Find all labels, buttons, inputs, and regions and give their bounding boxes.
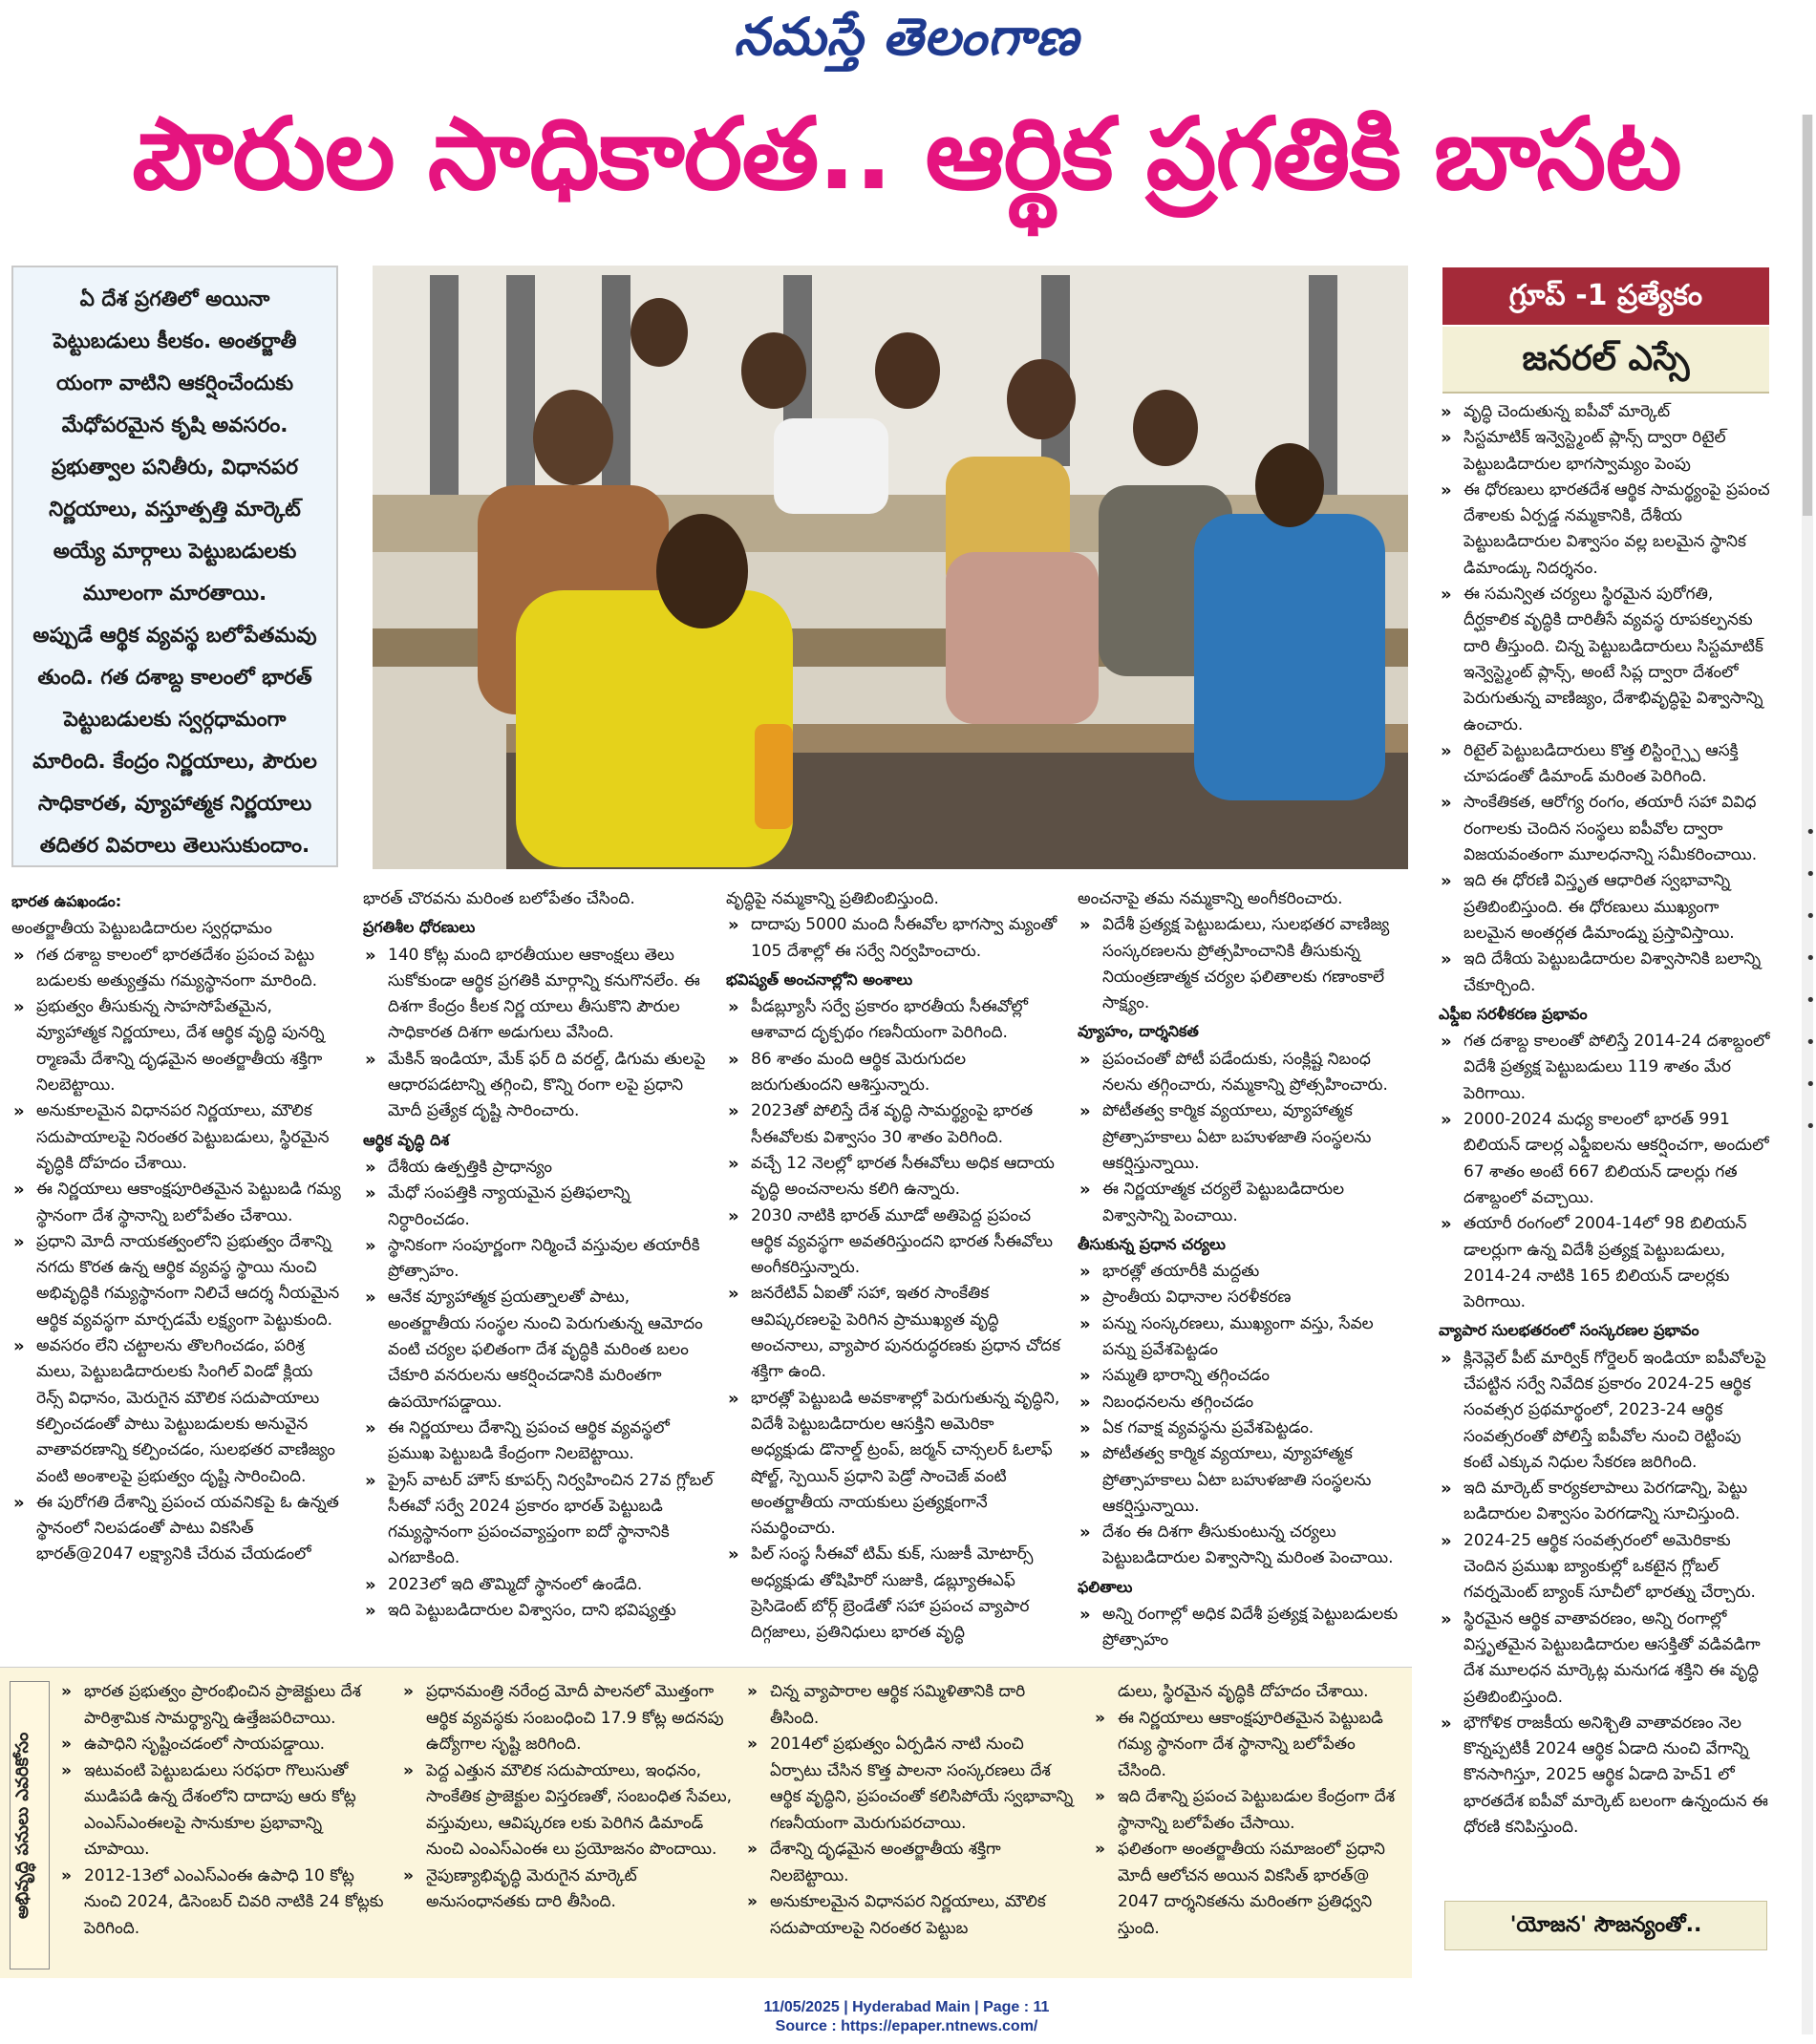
bullet-point: » 2023లో ఇది తొమ్మిదో స్థానంలో ఉండేది. (363, 1572, 716, 1598)
bullet-point: » ఈ నిర్ణయాలు ఆకాంక్షపూరితమైన పెట్టుబడి గమ్య స్థానంగా దేశ స్థానాన్ని బలోపేతం చేశాయి. (11, 1177, 342, 1229)
bullet-point: » దేశం ఈ దిశగా తీసుకుంటున్న చర్యలు పెట్టుబడిదారుల విశ్వాసాన్ని మరింత పెంచాయి. (1078, 1520, 1412, 1572)
bullet-point: » నిబంధనలను తగ్గించడం (1078, 1390, 1412, 1416)
bullet-point: » ఈ నిర్ణయాలు దేశాన్ని ప్రపంచ ఆర్థిక వ్యవస్థలో ప్రముఖ పెట్టుబడి కేంద్రంగా నిలబెట్టాయి. (363, 1416, 716, 1468)
bullet-point: » వృద్ధి చెందుతున్న ఐపీవో మార్కెట్ (1439, 399, 1773, 425)
intro-line: నిర్ణయాలు, వస్తూత్పత్తి మార్కెట్ (49, 498, 301, 522)
section-heading: ఎఫ్డీఐ సరళీకరణ ప్రభావం (1439, 1004, 1588, 1023)
bullet-point: » దేశీయ ఉత్పత్తికి ప్రాధాన్యం (363, 1155, 716, 1181)
bottom-bullet-point: » ఈ నిర్ణయాలు ఆకాంక్షపూరితమైన పెట్టుబడి గమ్య స్థానంగా దేశ స్థానాన్ని బలోపేతం చేసింది. (1093, 1706, 1408, 1785)
bullet-point: » ప్రైస్ వాటర్ హౌస్ కూపర్స్ నిర్వహించిన 27వ గ్లోబల్ సీఈవో సర్వే 2024 ప్రకారం భారత్ పెట్టుబడి గమ్యస్థానంగా ప్రపంచవ్యాప్తంగా ఐదో స్థానానికి ఎగబాకింది. (363, 1468, 716, 1572)
bullet-point: » ప్రధాని మోదీ నాయకత్వంలోని ప్రభుత్వం దేశాన్ని నగదు కొరత ఉన్న ఆర్థిక వ్యవస్థ స్థాయి నుంచి అభివృద్ధికి గమ్యస్థానంగా నిలిచే ఆదర్శ నీయమైన ఆర్థిక వ్యవస్థగా మార్చడమే లక్ష్యంగా పెట్టుకుంది. (11, 1229, 342, 1333)
bullet-point: » గత దశాబ్ద కాలంలో భారతదేశం ప్రపంచ పెట్టు బడులకు అత్యుత్తమ గమ్యస్థానంగా మారింది. (11, 943, 342, 995)
bullet-point: » సిస్టమాటిక్ ఇన్వెస్ట్మెంట్ ప్లాన్స్ ద్వారా రిటైల్ పెట్టుబడిదారుల భాగస్వామ్యం పెంపు (1439, 425, 1773, 478)
bullet-point: » ఇది ఈ ధోరణి విస్తృత ఆధారిత స్వభావాన్ని ప్రతిబింబిస్తుంది. ఈ ధోరణులు ముఖ్యంగా బలమైన అంతర్గత డిమాండ్ను ప్రస్తావిస్తాయి. (1439, 868, 1773, 947)
footer-source: Source : https://epaper.ntnews.com/ (775, 2018, 1038, 2034)
group1-special-badge: గ్రూప్ -1 ప్రత్యేకం (1442, 267, 1769, 325)
bullet-point: » అన్ని రంగాల్లో అధిక విదేశీ ప్రత్యక్ష పెట్టుబడులకు ప్రోత్సాహం (1078, 1602, 1412, 1654)
section-heading: భవిష్యత్ అంచనాల్లోని అంశాలు (726, 969, 913, 989)
bottom-bullet-point: » ఇటువంటి పెట్టుబడులు సరఫరా గొలుసుతో ముడిపడి ఉన్న దేశంలోని దాదాపు ఆరు కోట్ల ఎంఎస్ఎంఈలపై సానుకూల ప్రభావాన్ని చూపాయి. (59, 1758, 384, 1863)
intro-line: పెట్టుబడులకు స్వర్గధామంగా (63, 708, 287, 732)
bullet-point: » గత దశాబ్ద కాలంతో పోలిస్తే 2014-24 దశాబ్దంలో విదేశీ ప్రత్యక్ష పెట్టుబడులు 119 శాతం మేర పెరిగాయి. (1439, 1029, 1773, 1107)
bullet-point: » క్లినెవ్లెల్ పీట్ మార్విక్ గోర్డెలర్ ఇండియా ఐపీవోలపై చేపట్టిన సర్వే నివేదిక ప్రకారం 2024-25 ఆర్థిక సంవత్సర ప్రథమార్థంలో, 2023-24 ఆర్థిక సంవత్సరంతో పోలిస్తే ఐపీవోల నుంచి రెట్టింపు కంటే ఎక్కువ నిధుల సేకరణ జరిగింది. (1439, 1346, 1773, 1476)
bottom-column-1 (59, 1679, 384, 1942)
bullet-point: » 2024-25 ఆర్థిక సంవత్సరంలో అమెరికాకు చెందిన ప్రముఖ బ్యాంకుల్లో ఒకటైన గ్లోబల్ గవర్నమెంట్ బ్యాంక్ సూచీలో భారత్ను చేర్చారు. (1439, 1528, 1773, 1607)
section-heading: ప్రగతిశీల ధోరణులు (363, 918, 476, 937)
column-4 (1078, 886, 1412, 1654)
bullet-point: » ప్రపంచంతో పోటీ పడేందుకు, సంక్లిష్ట నిబంధ నలను తగ్గించారు, నమ్మకాన్ని ప్రోత్సహించారు. (1078, 1047, 1412, 1099)
paragraph: భారత్ చొరవను మరింత బలోపేతం చేసింది. (363, 889, 635, 908)
bullet-point: » ఇది పెట్టుబడిదారుల విశ్వాసం, దాని భవిష్యత్తు (363, 1598, 716, 1624)
section-heading: భారత ఉపఖండం: (11, 892, 122, 910)
bottom-bullet-point: » ఇది దేశాన్ని ప్రపంచ పెట్టుబడుల కేంద్రంగా దేశ స్థానాన్ని బలోపేతం చేసాయి. (1093, 1784, 1408, 1837)
bullet-point: » పీడబ్ల్యూసీ సర్వే ప్రకారం భారతీయ సీఈవోల్లో ఆశావాద దృక్పథం గణనీయంగా పెరిగింది. (726, 994, 1060, 1047)
bottom-bullet-point: » 2014లో ప్రభుత్వం ఏర్పడిన నాటి నుంచి ఏర్పాటు చేసిన కొత్త పాలనా సంస్కరణలు దేశ ఆర్థిక వృద్ధిని, ప్రపంచంతో కలిసిపోయే స్వభావాన్ని గణనీయంగా మెరుగుపరచాయి. (745, 1732, 1075, 1837)
intro-box (11, 266, 338, 867)
section-heading: వ్యాపార సులభతరంలో సంస్కరణల ప్రభావం (1439, 1321, 1699, 1340)
masthead-logo: నమస్తే తెలంగాణ (734, 6, 1079, 67)
bullet-point: » 2030 నాటికి భారత్ మూడో అతిపెద్ద ప్రపంచ ఆర్థిక వ్యవస్థగా అవతరిస్తుందని భారత సీఈవోలు అంగీకరిస్తున్నారు. (726, 1203, 1060, 1282)
general-essay-badge: జనరల్ ఎస్సే (1442, 327, 1769, 394)
page-footer (0, 1998, 1813, 2036)
bullet-point: » పోటీతత్వ కార్మిక వ్యయాలు, వ్యూహాత్మక ప్రోత్సాహకాలు ఏటా బహుళజాతి సంస్థలను ఆకర్షిస్తున్నాయి. (1078, 1441, 1412, 1520)
bottom-band-vertical-label: అభివృద్ధి పనులు ఎవరికోసం (10, 1681, 50, 1969)
bottom-column-3 (745, 1679, 1075, 1942)
bottom-bullet-point: » అనుకూలమైన విధానపర నిర్ణయాలు, మౌలిక సదుపాయాలపై నిరంతర పెట్టుబ (745, 1889, 1075, 1942)
column-2 (363, 886, 716, 1624)
bullet-point: » దాదాపు 5000 మంది సీఈవోల భాగస్వా మ్యంతో 105 దేశాల్లో ఈ సర్వే నిర్వహించారు. (726, 912, 1060, 965)
bullet-point: » ప్రాంతీయ విధానాల సరళీకరణ (1078, 1285, 1412, 1310)
bullet-point: » భారత్లో పెట్టుబడి అవకాశాల్లో పెరుగుతున్న వృద్ధిని, విదేశీ పెట్టుబడిదారుల ఆసక్తిని అమెరికా అధ్యక్షుడు డొనాల్డ్ ట్రంప్, జర్మన్ చాన్సలర్ ఓలాఫ్ షోల్జ్, స్పెయిన్ ప్రధాని పెడ్రో సాంచెజ్ వంటి అంతర్జాతీయ నాయకులు ప్రత్యక్షంగానే సమర్థించారు. (726, 1386, 1060, 1543)
intro-line: తదితర వివరాలు తెలుసుకుందాం. (39, 834, 310, 858)
bottom-bullet-point: » చిన్న వ్యాపారాల ఆర్థిక సమ్మిళితానికి దారి తీసింది. (745, 1679, 1075, 1732)
bullet-point: » ఈ ధోరణులు భారతదేశ ఆర్థిక సామర్థ్యంపై ప్రపంచ దేశాలకు ఏర్పడ్డ నమ్మకానికి, దేశీయ పెట్టుబడిదారుల విశ్వాసం వల్ల బలమైన స్థానిక డిమాండ్కు నిదర్శనం. (1439, 478, 1773, 582)
bottom-column-2 (401, 1679, 736, 1916)
footer-date-edition: 11/05/2025 | Hyderabad Main | Page : 11 (763, 1999, 1050, 2015)
bottom-bullet-point: » పెద్ద ఎత్తున మౌలిక సదుపాయాలు, ఇంధనం, సాంకేతిక ప్రాజెక్టుల విస్తరణతో, సంబంధిత సేవలు, వస్తువులు, ఆవిష్కరణ లకు పెరిగిన డిమాండ్ నుంచి ఎంఎస్ఎంఈ లు ప్రయోజనం పొందాయి. (401, 1758, 736, 1863)
bullet-point: » వచ్చే 12 నెలల్లో భారత సీఈవోలు అధిక ఆదాయ వృద్ధి అంచనాలను కలిగి ఉన్నారు. (726, 1151, 1060, 1203)
bullet-point: » 2000-2024 మధ్య కాలంలో భారత్ 991 బిలియన్ డాలర్ల ఎఫ్డీఐలను ఆకర్షించగా, అందులో 67 శాతం అంటే 667 బిలియన్ డాలర్లు గత దశాబ్దంలో వచ్చాయి. (1439, 1107, 1773, 1211)
bottom-bullet-point: » 2012-13లో ఎంఎస్ఎంఈ ఉపాధి 10 కోట్ల నుంచి 2024, డిసెంబర్ చివరి నాటికి 24 కోట్లకు పెరిగింది. (59, 1863, 384, 1943)
bullet-point: » ఈ పురోగతి దేశాన్ని ప్రపంచ యవనికపై ఓ ఉన్నత స్థానంలో నిలపడంతో పాటు వికసిత్ భారత్@2047 లక్ష్యానికి చేరువ చేయడంలో (11, 1490, 342, 1568)
bullet-point: » 2023తో పోలిస్తే దేశ వృద్ధి సామర్థ్యంపై భారత సీఈవోలకు విశ్వాసం 30 శాతం పెరిగింది. (726, 1098, 1060, 1151)
bottom-bullet-point: » ప్రధానమంత్రి నరేంద్ర మోదీ పాలనలో మొత్తంగా ఆర్థిక వ్యవస్థకు సంబంధించి 17.9 కోట్ల అదనపు ఉద్యోగాల సృష్టి జరిగింది. (401, 1679, 736, 1758)
yojana-credit: 'యోజన' సౌజన్యంతో.. (1444, 1901, 1767, 1950)
bullet-point: » విదేశీ ప్రత్యక్ష పెట్టుబడులు, సులభతర వాణిజ్య సంస్కరణలను ప్రోత్సహించానికి తీసుకున్న నియంత్రణాత్మక చర్యల ఫలితాలకు గణాంకాలే సాక్ష్యం. (1078, 912, 1412, 1016)
bullet-point: » ఈ సమన్విత చర్యలు స్థిరమైన పురోగతి, దీర్ఘకాలిక వృద్ధికి దారితీసే వ్యవస్థ రూపకల్పనకు దారి తీస్తుంది. చిన్న పెట్టుబడిదారులు సిస్టమాటిక్ ఇన్వెస్ట్మెంట్ ప్లాన్స్, అంటే సిప్ల ద్వారా దేశంలో పెరుగుతున్న వాణిజ్యం, దేశాభివృద్ధిపై విశ్వాసాన్ని ఉంచారు. (1439, 582, 1773, 738)
paragraph: అంతర్జాతీయ పెట్టుబడిదారుల స్వర్గధామం (11, 919, 272, 939)
section-heading: ఫలితాలు (1078, 1577, 1133, 1596)
intro-line: ఏ దేశ ప్రగతిలో అయినా (79, 287, 270, 311)
bullet-point: » ఇది దేశీయ పెట్టుబడిదారుల విశ్వాసానికి బలాన్ని చేకూర్చింది. (1439, 947, 1773, 999)
bullet-point: » 86 శాతం మంది ఆర్థిక మెరుగుదల జరుగుతుందని ఆశిస్తున్నారు. (726, 1047, 1060, 1099)
intro-line: మారింది. కేంద్రం నిర్ణయాలు, పౌరుల (32, 750, 317, 774)
bullet-point: » స్థానికంగా సంపూర్ణంగా నిర్మించే వస్తువుల తయారీకి ప్రోత్సాహం. (363, 1233, 716, 1286)
scrollbar-thumb[interactable] (1803, 115, 1812, 516)
bottom-column-4-lead: డులు, స్థిరమైన వృద్ధికి దోహదం చేశాయి. (1118, 1682, 1369, 1701)
bullet-point: » స్థిరమైన ఆర్థిక వాతావరణం, అన్ని రంగాల్లో విస్తృతమైన పెట్టుబడిదారుల ఆసక్తితో వడివడిగా దేశ మూలధన మార్కెట్ల మనుగడ శక్తిని ఈ వృద్ధి ప్రతిబింబిస్తుంది. (1439, 1607, 1773, 1711)
intro-line: తుంది. గత దశాబ్ద కాలంలో భారత్ (37, 666, 312, 690)
exam-hall-photo (373, 266, 1408, 869)
bottom-bullet-point: » నైపుణ్యాభివృద్ధి మెరుగైన మార్కెట్ అనుసంధానతకు దారి తీసింది. (401, 1863, 736, 1916)
bullet-point: » పిల్ సంస్థ సీఈవో టిమ్ కుక్, సుజుకీ మోటార్స్ అధ్యక్షుడు తోషిహిరో సుజుకి, డబ్ల్యూఈఎఫ్ ప్రెసిడెంట్ బోర్గ్ బ్రెండేతో సహా ప్రపంచ వ్యాపార దిగ్గజాలు, ప్రతినిధులు భారత వృద్ధి (726, 1542, 1060, 1646)
side-markers: • • • • • • • • (1805, 822, 1816, 1137)
intro-line: మూలంగా మారతాయి. (82, 582, 267, 606)
intro-line: సాధికారత, వ్యూహాత్మక నిర్ణయాలు (37, 792, 312, 816)
bullet-point: » అవసరం లేని చట్టాలను తొలగించడం, పరిశ్ర మలు, పెట్టుబడిదారులకు సింగిల్ విండో క్లియ రెన్స్ విధానం, మెరుగైన మౌలిక సదుపాయాలు కల్పించడంతో పాటు పెట్టుబడులకు అనువైన వాతావరణాన్ని కల్పించడం, సులభతర వాణిజ్యం వంటి అంశాలపై ప్రభుత్వం దృష్టి సారించింది. (11, 1333, 342, 1490)
bottom-bullet-point: » ఉపాధిని సృష్టించడంలో సాయపడ్డాయి. (59, 1732, 384, 1758)
column-3 (726, 886, 1060, 1647)
bottom-bullet-point: » భారత ప్రభుత్వం ప్రారంభించిన ప్రాజెక్టులు దేశ పారిశ్రామిక సామర్థ్యాన్ని ఉత్తేజపరిచాయి. (59, 1679, 384, 1732)
bullet-point: » ఈ నిర్ణయాత్మక చర్యలే పెట్టుబడిదారుల విశ్వాసాన్ని పెంచాయి. (1078, 1177, 1412, 1229)
section-heading: వ్యూహం, దార్శనికత (1078, 1022, 1199, 1041)
bullet-point: » భౌగోళిక రాజకీయ అనిశ్చితి వాతావరణం నెల కొన్నప్పటికీ 2024 ఆర్థిక ఏడాది నుంచి వేగాన్ని కొనసాగిస్తూ, 2025 ఆర్థిక ఏడాది హెచ్1 లో భారతదేశ ఐపీవో మార్కెట్ బలంగా ఉన్నందున ఈ ధోరణి కనిపిస్తుంది. (1439, 1711, 1773, 1841)
intro-line: యంగా వాటిని ఆకర్షించేందుకు (55, 372, 294, 395)
bullet-point: » పోటీతత్వ కార్మిక వ్యయాలు, వ్యూహాత్మక ప్రోత్సాహకాలు ఏటా బహుళజాతి సంస్థలను ఆకర్షిస్తున్నాయి. (1078, 1098, 1412, 1177)
bullet-point: » తయారీ రంగంలో 2004-14లో 98 బిలియన్ డాలర్లుగా ఉన్న విదేశీ ప్రత్యక్ష పెట్టుబడులు, 2014-24 నాటికి 165 బిలియన్ డాలర్లకు పెరిగాయి. (1439, 1211, 1773, 1315)
intro-line: పెట్టుబడులు కీలకం. అంతర్జాతీ (53, 330, 297, 353)
paragraph: అంచనాపై తమ నమ్మకాన్ని అంగీకరించారు. (1078, 889, 1343, 908)
intro-line: అప్పుడే ఆర్థిక వ్యవస్థ బలోపేతమవు (32, 624, 317, 648)
column-1 (11, 886, 342, 1568)
bullet-point: » ఏక గవాక్ష వ్యవస్థను ప్రవేశపెట్టడం. (1078, 1416, 1412, 1441)
bottom-column-4 (1093, 1679, 1408, 1942)
bullet-point: » సమ్మతి భారాన్ని తగ్గించడం (1078, 1363, 1412, 1389)
bullet-point: » మేధో సంపత్తికి న్యాయమైన ప్రతిఫలాన్ని నిర్ధారించడం. (363, 1181, 716, 1233)
intro-line: ప్రభుత్వాల పనితీరు, విధానపర (51, 456, 299, 479)
bullet-point: » అనుకూలమైన విధానపర నిర్ణయాలు, మౌలిక సదుపాయాలపై నిరంతర పెట్టుబడులు, స్థిరమైన వృద్ధికి దోహదం చేశాయి. (11, 1098, 342, 1177)
bullet-point: » 140 కోట్ల మంది భారతీయుల ఆకాంక్షలు తెలు సుకోకుండా ఆర్థిక ప్రగతికి మార్గాన్ని కనుగొనలేం. ఈ దిశగా కేంద్రం కీలక నిర్ణ యాలు తీసుకొని పౌరుల సాధికారత దిశగా అడుగులు వేసింది. (363, 943, 716, 1047)
bullet-point: » జనరేటివ్ ఏఐతో సహా, ఇతర సాంకేతిక ఆవిష్కరణలపై పెరిగిన ప్రాముఖ్యత వృద్ధి అంచనాలు, వ్యాపార పునరుద్ధరణకు ప్రధాన చోదక శక్తిగా ఉంది. (726, 1281, 1060, 1385)
bullet-point: » మేకిన్ ఇండియా, మేక్ ఫర్ ది వరల్డ్, డిగుమ తులపై ఆధారపడటాన్ని తగ్గించి, కొన్ని రంగా లపై ప్రధాని మోదీ ప్రత్యేక దృష్టి సారించారు. (363, 1047, 716, 1125)
intro-line: మేధోపరమైన కృషి అవసరం. (61, 414, 288, 437)
section-heading: ఆర్థిక వృద్ధి దిశ (363, 1130, 450, 1149)
bullet-point: » ఆనేక వ్యూహాత్మక ప్రయత్నాలతో పాటు, అంతర్జాతీయ సంస్థల నుంచి పెరుగుతున్న ఆమోదం వంటి చర్యల ఫలితంగా దేశ వృద్ధికి మరింత బలం చేకూరి వనరులను ఆకర్షించడానికి మరింతగా ఉపయోగపడ్డాయి. (363, 1285, 716, 1415)
bullet-point: » రిటైల్ పెట్టుబడిదారులు కొత్త లిస్టింగ్స్పై ఆసక్తి చూపడంతో డిమాండ్ మరింత పెరిగింది. (1439, 738, 1773, 791)
section-heading: తీసుకున్న ప్రధాన చర్యలు (1078, 1234, 1226, 1253)
bullet-point: » ఇది మార్కెట్ కార్యకలాపాలు పెరగడాన్ని, పెట్టు బడిదారుల విశ్వాసం పెరగడాన్ని సూచిస్తుంది. (1439, 1476, 1773, 1528)
bottom-bullet-point: » దేశాన్ని దృఢమైన అంతర్జాతీయ శక్తిగా నిలబెట్టాయి. (745, 1837, 1075, 1889)
bullet-point: » పన్ను సంస్కరణలు, ముఖ్యంగా వస్తు, సేవల పన్ను ప్రవేశపెట్టడం (1078, 1311, 1412, 1364)
paragraph: వృద్ధిపై నమ్మకాన్ని ప్రతిబింబిస్తుంది. (726, 889, 939, 908)
bottom-bullet-point: » ఫలితంగా అంతర్జాతీయ సమాజంలో ప్రధాని మోదీ ఆలోచన అయిన వికసిత్ భారత్@ 2047 దార్శనికతను మరింతగా ప్రతిధ్వని స్తుంది. (1093, 1837, 1408, 1942)
intro-line: అయ్యే మార్గాలు పెట్టుబడులకు (53, 540, 297, 564)
bullet-point: » సాంకేతికత, ఆరోగ్య రంగం, తయారీ సహా వివిధ రంగాలకు చెందిన సంస్థలు ఐపీవోల ద్వారా విజయవంతంగా మూలధనాన్ని సమీకరించాయి. (1439, 790, 1773, 868)
bullet-point: » ప్రభుత్వం తీసుకున్న సాహసోపేతమైన, వ్యూహాత్మక నిర్ణయాలు, దేశ ఆర్థిక వృద్ధి పునర్ని ర్మాణమే దేశాన్ని దృఢమైన అంతర్జాతీయ శక్తిగా నిలబెట్టాయి. (11, 994, 342, 1098)
bullet-point: » భారత్లో తయారీకి మద్దతు (1078, 1259, 1412, 1285)
column-5 (1439, 399, 1773, 1841)
headline: పౌరుల సాధికారత.. ఆర్థిక ప్రగతికి బాసట (132, 96, 1681, 212)
